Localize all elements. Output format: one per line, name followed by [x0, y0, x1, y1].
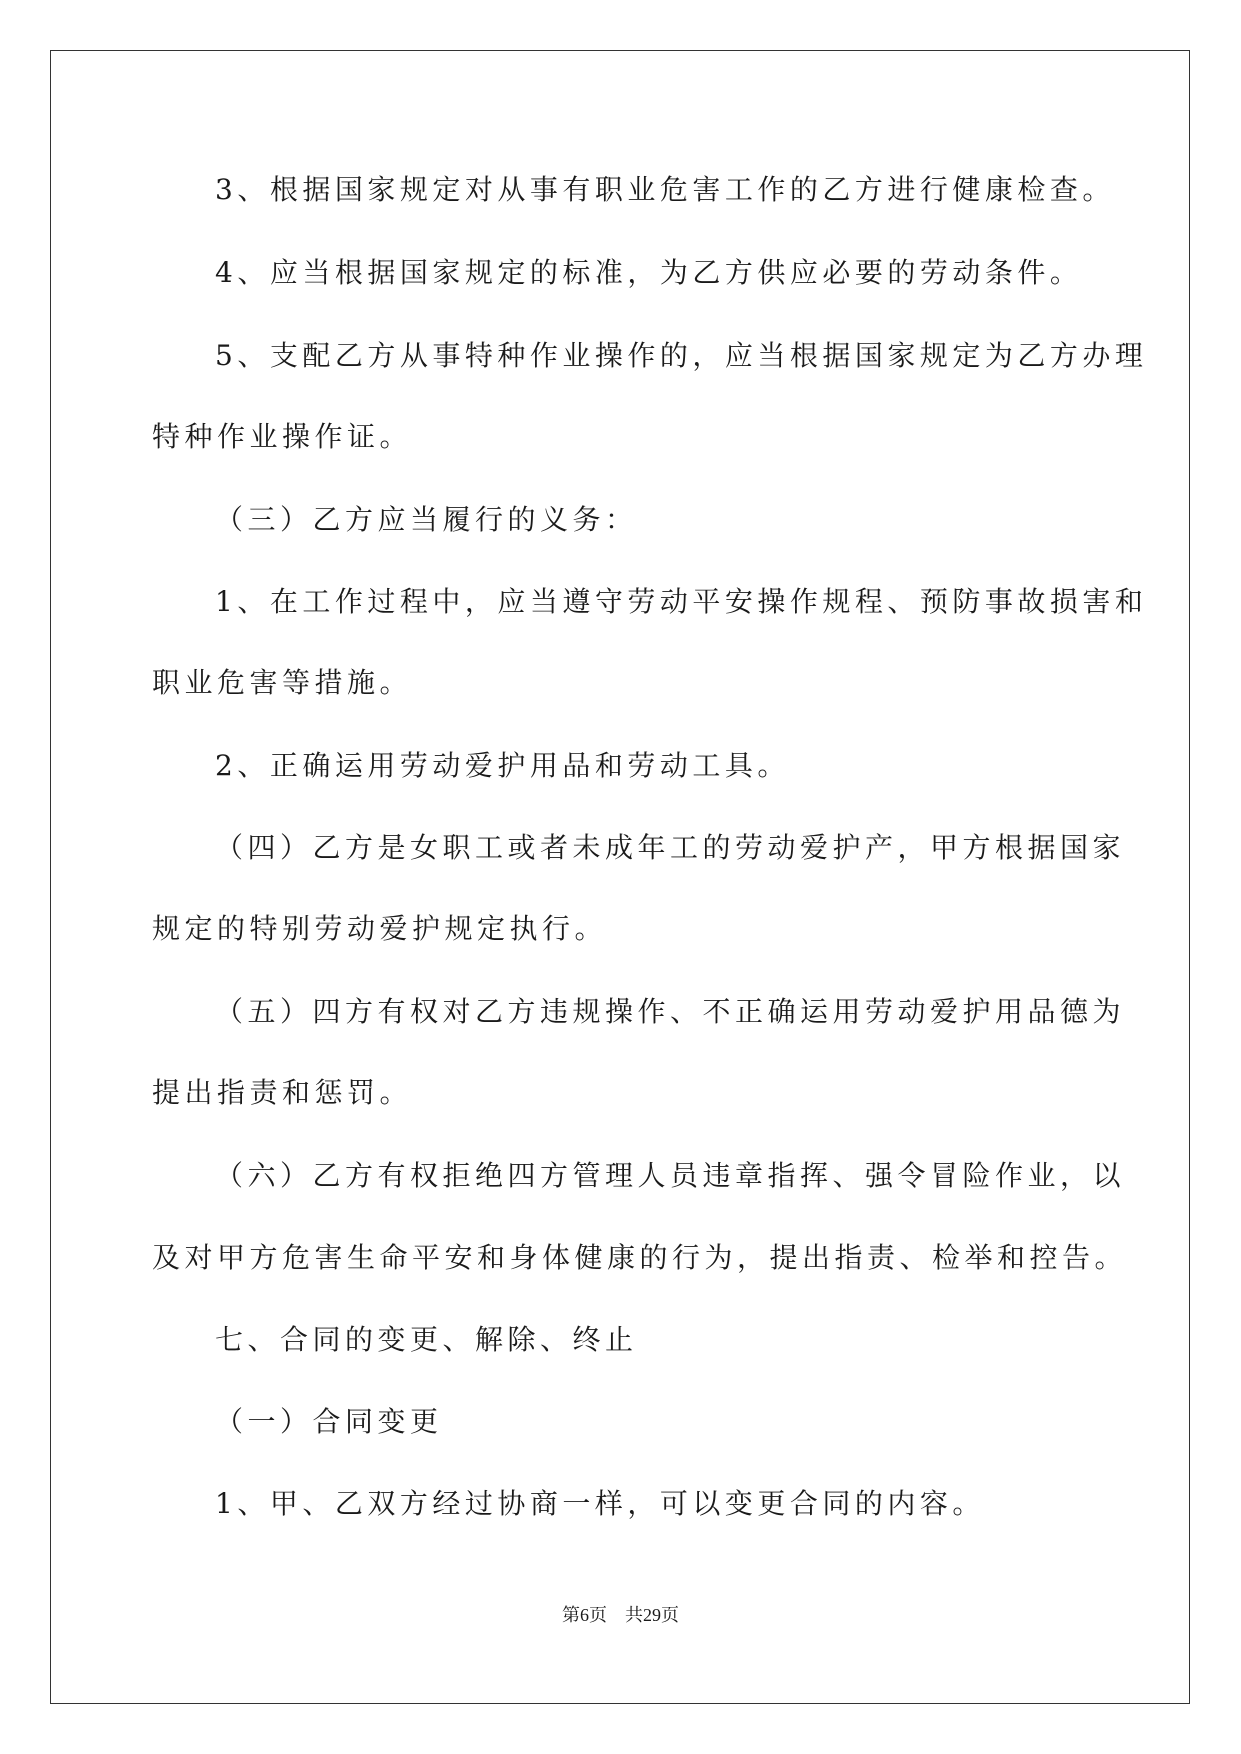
paragraph-line: （三）乙方应当履行的义务：: [215, 503, 638, 536]
paragraph-line: 及对甲方危害生命平安和身体健康的行为，提出指责、检举和控告。: [152, 1241, 1128, 1274]
paragraph-line: （四）乙方是女职工或者未成年工的劳动爱护产，甲方根据国家: [215, 831, 1126, 864]
subsection-heading: （一）合同变更: [215, 1405, 443, 1438]
footer-total-pages: 29: [643, 1605, 661, 1625]
paragraph-line: 规定的特别劳动爱护规定执行。: [152, 912, 608, 945]
paragraph-line: （五）四方有权对乙方违规操作、不正确运用劳动爱护用品德为: [215, 995, 1126, 1028]
footer-page-prefix: 第: [562, 1605, 580, 1625]
page-footer: [0, 1606, 1241, 1624]
footer-page-unit: 页: [589, 1605, 607, 1625]
footer-total-unit: 页: [661, 1605, 679, 1625]
paragraph-line: 4、应当根据国家规定的标准，为乙方供应必要的劳动条件。: [215, 256, 1083, 289]
paragraph-line: 3、根据国家规定对从事有职业危害工作的乙方进行健康检查。: [215, 173, 1115, 206]
footer-total-prefix: 共: [625, 1605, 643, 1625]
section-heading: 七、合同的变更、解除、终止: [215, 1323, 638, 1356]
paragraph-line: 1、在工作过程中，应当遵守劳动平安操作规程、预防事故损害和: [215, 585, 1148, 618]
page-border: [50, 50, 1190, 1704]
footer-page-number: 6: [580, 1605, 589, 1625]
paragraph-line: 2、正确运用劳动爱护用品和劳动工具。: [215, 749, 790, 782]
paragraph-line: 特种作业操作证。: [152, 420, 413, 453]
paragraph-line: 1、甲、乙双方经过协商一样，可以变更合同的内容。: [215, 1487, 985, 1520]
paragraph-line: 5、支配乙方从事特种作业操作的，应当根据国家规定为乙方办理: [215, 339, 1148, 372]
paragraph-line: （六）乙方有权拒绝四方管理人员违章指挥、强令冒险作业，以: [215, 1159, 1126, 1192]
paragraph-line: 职业危害等措施。: [152, 666, 413, 699]
paragraph-line: 提出指责和惩罚。: [152, 1076, 413, 1109]
